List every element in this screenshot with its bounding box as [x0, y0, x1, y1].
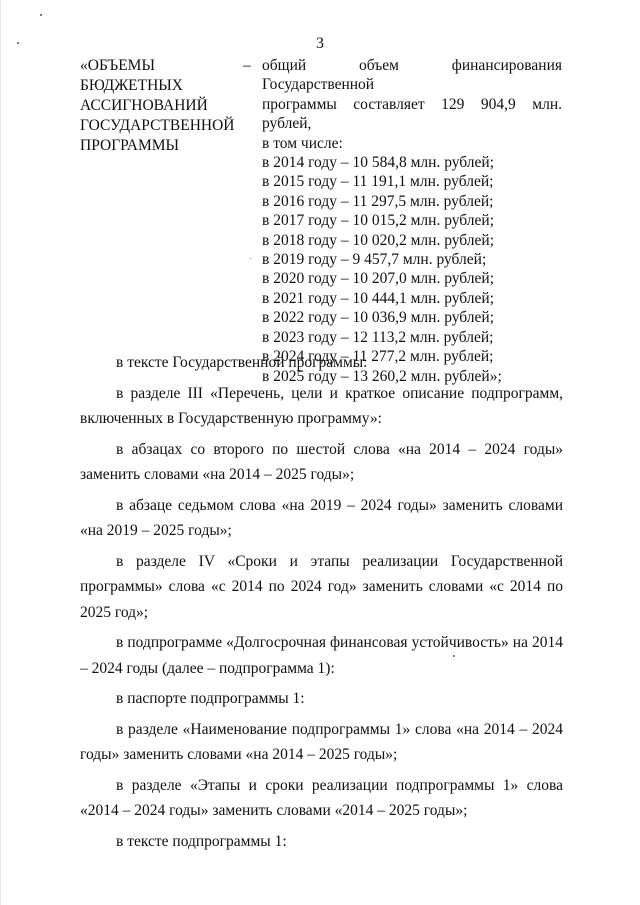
funding-year-line: в 2017 году – 10 015,2 млн. рублей;	[262, 212, 495, 230]
scan-speck	[40, 14, 42, 16]
funding-year-line: в 2018 году – 10 020,2 млн. рублей;	[262, 231, 495, 249]
label-line: «ОБЪЕМЫ	[80, 57, 155, 74]
funding-intro-line: общий объем финансирования Государственной	[262, 57, 562, 94]
funding-year-line: в 2022 году – 10 036,9 млн. рублей;	[262, 309, 495, 327]
paragraph: в паспорте подпрограммы 1:	[116, 690, 305, 707]
passport-row-label	[80, 56, 240, 156]
passport-dash: –	[243, 57, 251, 74]
funding-year-line: в 2024 году – 11 277,2 млн. рублей;	[262, 348, 494, 366]
scan-edge	[0, 0, 1, 905]
funding-year-line: в 2019 году – 9 457,7 млн. рублей;	[262, 251, 487, 269]
paragraph: в тексте подпрограммы 1:	[116, 832, 287, 850]
paragraph: в разделе III «Перечень, цели и краткое описание подпрограмм, включенных в Государственную программу»:	[80, 384, 563, 427]
funding-year-line: в 2023 году – 12 113,2 млн. рублей;	[262, 328, 494, 346]
label-line: АССИГНОВАНИЙ	[80, 97, 208, 114]
paragraph: в подпрограмме «Долгосрочная финансовая устойчивость» на 2014 – 2024 годы (далее – подпрограмма 1):	[80, 634, 563, 677]
label-line: ГОСУДАРСТВЕННОЙ	[80, 117, 235, 134]
funding-intro-line: в том числе:	[262, 134, 343, 152]
label-line: БЮДЖЕТНЫХ	[80, 77, 183, 94]
paragraph: в абзацах со второго по шестой слова «на 2014 – 2024 годы» заменить словами «на 2014 – 2025 годы»;	[80, 440, 563, 483]
scan-speck	[250, 258, 251, 259]
funding-year-line: в 2014 году – 10 584,8 млн. рублей;	[262, 154, 495, 172]
funding-year-line: в 2025 году – 13 260,2 млн. рублей»;	[262, 367, 502, 385]
funding-year-line: в 2020 году – 10 207,0 млн. рублей;	[262, 270, 495, 288]
page-number: 3	[316, 35, 324, 52]
paragraph: в тексте Государственной программы:	[116, 354, 368, 371]
paragraph: в разделе «Этапы и сроки реализации подпрограммы 1» слова «2014 – 2024 годы» заменить словами «2014 – 2025 годы»;	[80, 776, 563, 819]
label-line: ПРОГРАММЫ	[80, 137, 180, 154]
funding-year-line: в 2015 году – 11 191,1 млн. рублей;	[262, 173, 494, 191]
funding-year-line: в 2016 году – 11 297,5 млн. рублей;	[262, 192, 494, 210]
paragraph: в абзаце седьмом слова «на 2019 – 2024 годы» заменить словами «на 2019 – 2025 годы»;	[80, 496, 563, 539]
funding-intro-line: программы составляет 129 904,9 млн. рублей,	[262, 95, 562, 133]
funding-values	[262, 56, 562, 386]
document-body	[80, 350, 563, 854]
paragraph: в разделе IV «Сроки и этапы реализации Государственной программы» слова «с 2014 по 2024 год» заменить словами «с 2014 по 2025 год»;	[80, 552, 563, 621]
paragraph: в разделе «Наименование подпрограммы 1» слова «на 2014 – 2024 годы» заменить словами «на 2014 – 2025 годы»;	[80, 720, 563, 763]
funding-year-line: в 2021 году – 10 444,1 млн. рублей;	[262, 289, 495, 307]
